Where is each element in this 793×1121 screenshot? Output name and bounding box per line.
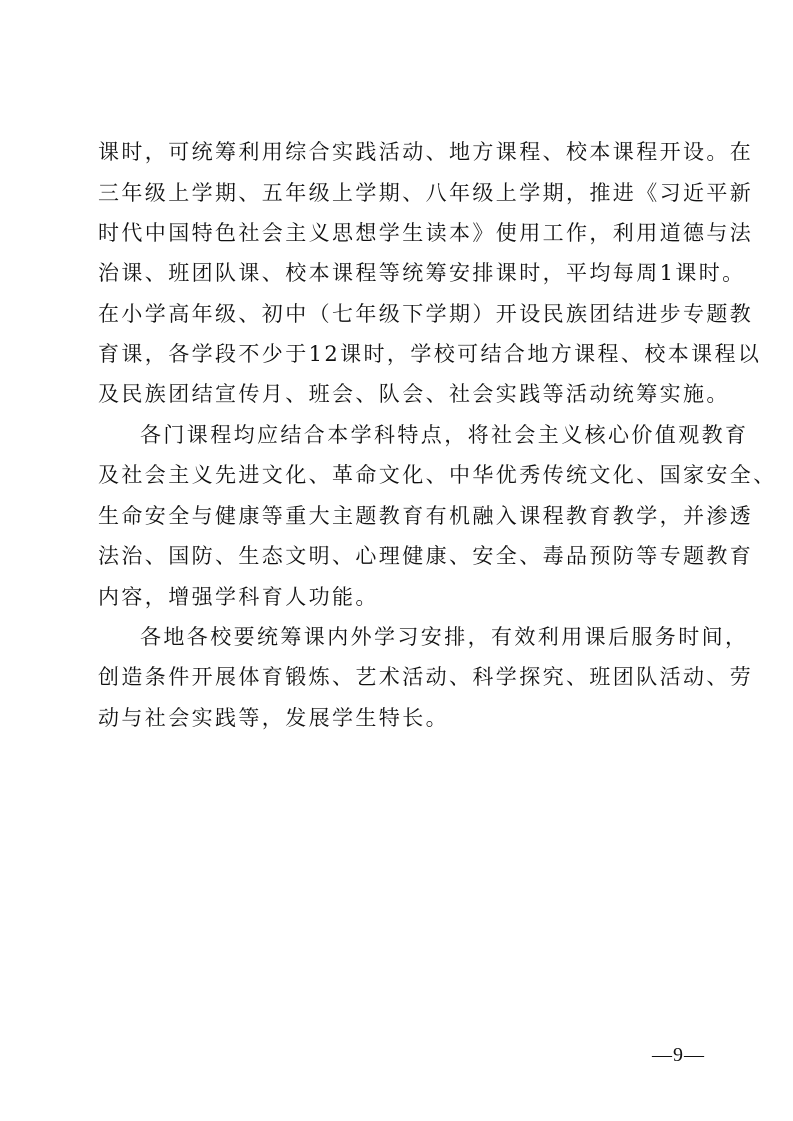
text-line: 及社会主义先进文化、革命文化、中华优秀传统文化、国家安全、 (98, 463, 777, 487)
text-line: 内容，增强学科育人功能。 (98, 585, 379, 609)
text-line: 创造条件开展体育锻炼、艺术活动、科学探究、班团队活动、劳 (98, 665, 754, 689)
text-line: 动与社会实践等，发展学生特长。 (98, 706, 449, 730)
text-line: 治课、班团队课、校本课程等统筹安排课时，平均每周1课时。 (98, 261, 746, 285)
text-line: 及民族团结宣传月、班会、队会、社会实践等活动统筹实施。 (98, 382, 730, 406)
text-line: 各门课程均应结合本学科特点，将社会主义核心价值观教育 (140, 423, 749, 447)
text-line: 育课，各学段不少于12课时，学校可结合地方课程、校本课程以 (98, 342, 762, 366)
text-line: 三年级上学期、五年级上学期、八年级上学期，推进《习近平新 (98, 181, 754, 205)
text-line: 生命安全与健康等重大主题教育有机融入课程教育教学，并渗透 (98, 504, 754, 528)
text-line: 在小学高年级、初中（七年级下学期）开设民族团结进步专题教 (98, 302, 754, 326)
page-number: —9— (652, 1044, 705, 1066)
text-line: 课时，可统筹利用综合实践活动、地方课程、校本课程开设。在 (98, 140, 754, 164)
text-line: 法治、国防、生态文明、心理健康、安全、毒品预防等专题教育 (98, 544, 754, 568)
text-line: 时代中国特色社会主义思想学生读本》使用工作，利用道德与法 (98, 221, 754, 245)
text-line: 各地各校要统筹课内外学习安排，有效利用课后服务时间， (140, 625, 749, 649)
